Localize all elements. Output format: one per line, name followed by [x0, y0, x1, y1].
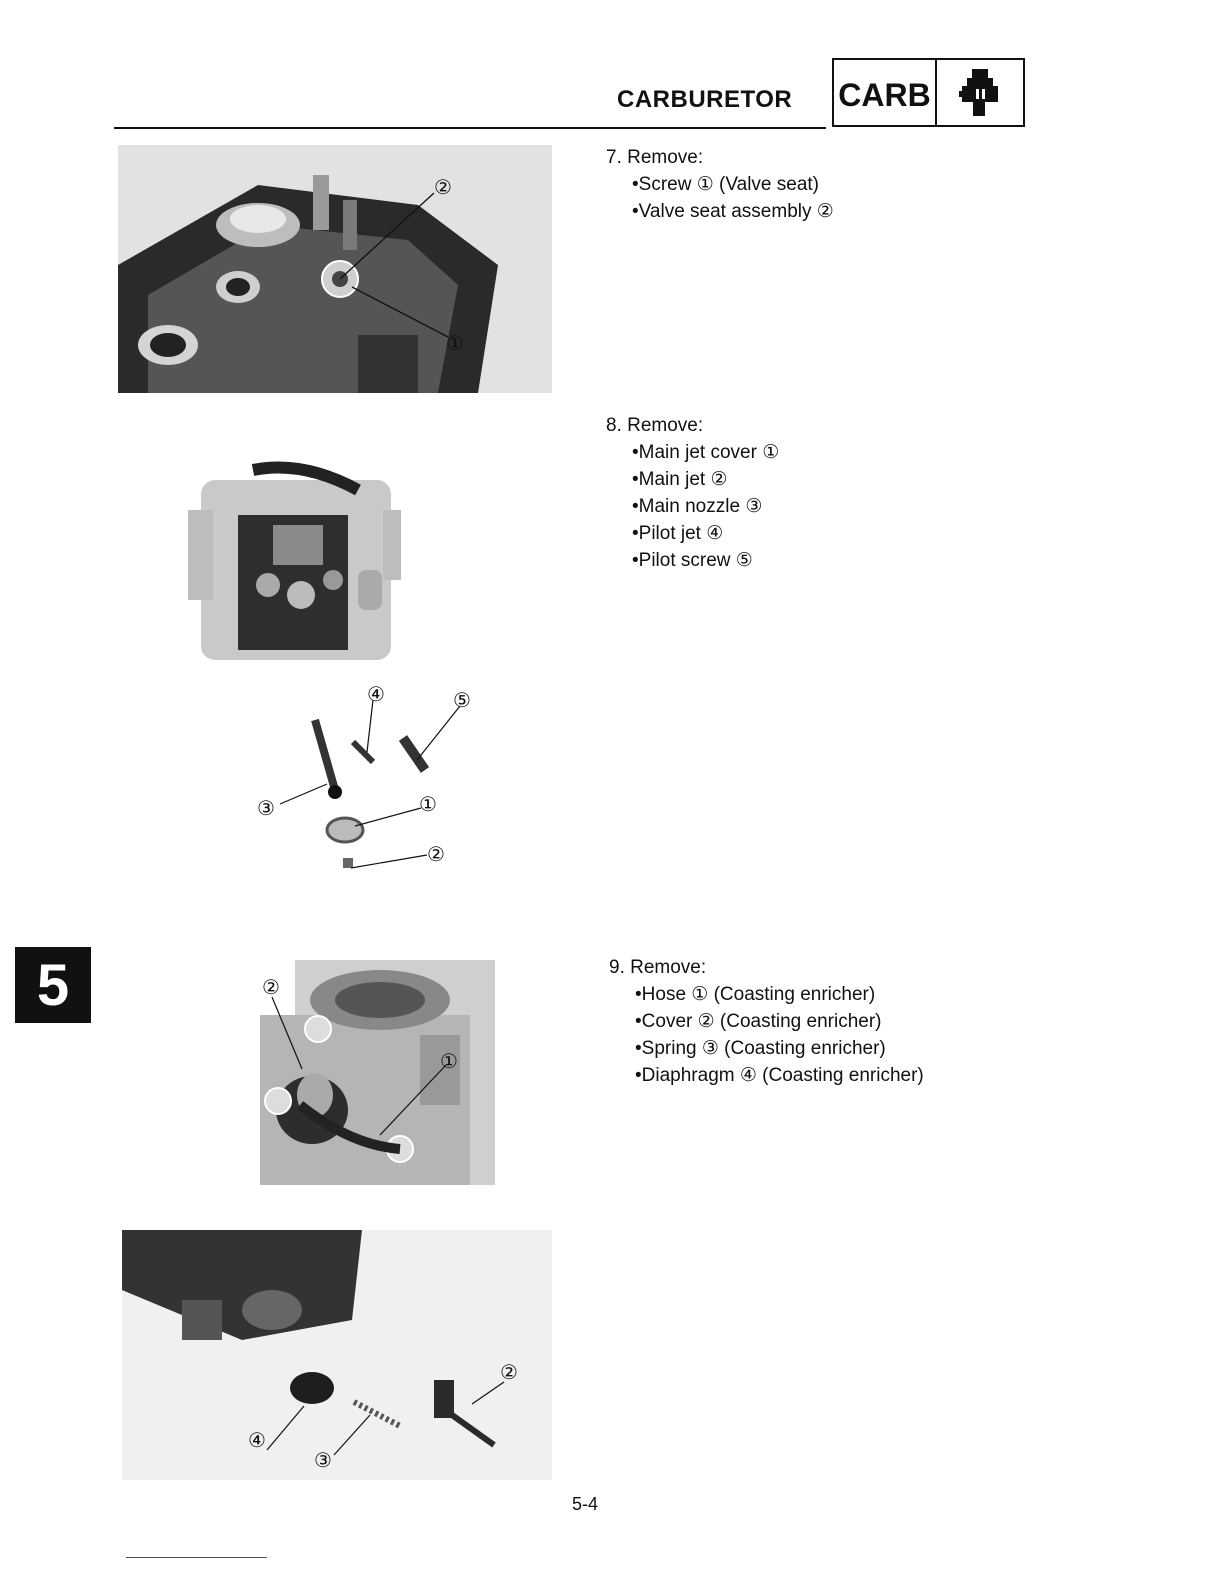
callout-4: ④ [367, 684, 385, 706]
step-item: •Main nozzle ③ [632, 496, 763, 517]
page-number: 5-4 [572, 1494, 599, 1514]
step-7 [606, 144, 834, 225]
callout-2: ② [262, 977, 280, 999]
step-heading: 8. Remove: [606, 415, 704, 436]
step-item: •Screw ① (Valve seat) [632, 174, 819, 195]
callout-2: ② [427, 844, 445, 866]
photo-enricher-parts [122, 1230, 552, 1480]
section-badge-label: CARB [834, 60, 937, 125]
footer-rule [126, 1557, 267, 1558]
step-item: •Main jet cover ① [632, 442, 780, 463]
callout-4: ④ [248, 1430, 266, 1452]
step-9 [609, 954, 924, 1089]
step-heading: 7. Remove: [606, 147, 704, 168]
callout-3: ③ [314, 1450, 332, 1472]
step-item: •Valve seat assembly ② [632, 201, 834, 222]
callout-2: ② [434, 177, 452, 199]
photo-carburetor-bottom [183, 450, 403, 662]
step-item: •Hose ① (Coasting enricher) [635, 984, 876, 1005]
section-badge [832, 58, 1025, 127]
step-item: •Cover ② (Coasting enricher) [635, 1011, 882, 1032]
callout-1: ① [419, 794, 437, 816]
callout-1: ① [446, 333, 464, 355]
photo-coasting-enricher [240, 955, 495, 1200]
step-item: •Pilot screw ⑤ [632, 550, 753, 571]
photo-jets [255, 680, 485, 880]
step-heading: 9. Remove: [609, 957, 707, 978]
step-item: •Spring ③ (Coasting enricher) [635, 1038, 886, 1059]
callout-5: ⑤ [453, 690, 471, 712]
photo-valve-seat [118, 145, 552, 393]
carburetor-icon [937, 60, 1023, 125]
step-item: •Pilot jet ④ [632, 523, 724, 544]
step-8 [606, 412, 779, 574]
step-item: •Diaphragm ④ (Coasting enricher) [635, 1065, 924, 1086]
callout-1: ① [440, 1051, 458, 1073]
step-item: •Main jet ② [632, 469, 728, 490]
callout-2: ② [500, 1362, 518, 1384]
page-title: CARBURETOR [617, 86, 793, 113]
callout-3: ③ [257, 798, 275, 820]
chapter-tab: 5 [15, 947, 91, 1023]
header-rule [114, 127, 826, 129]
